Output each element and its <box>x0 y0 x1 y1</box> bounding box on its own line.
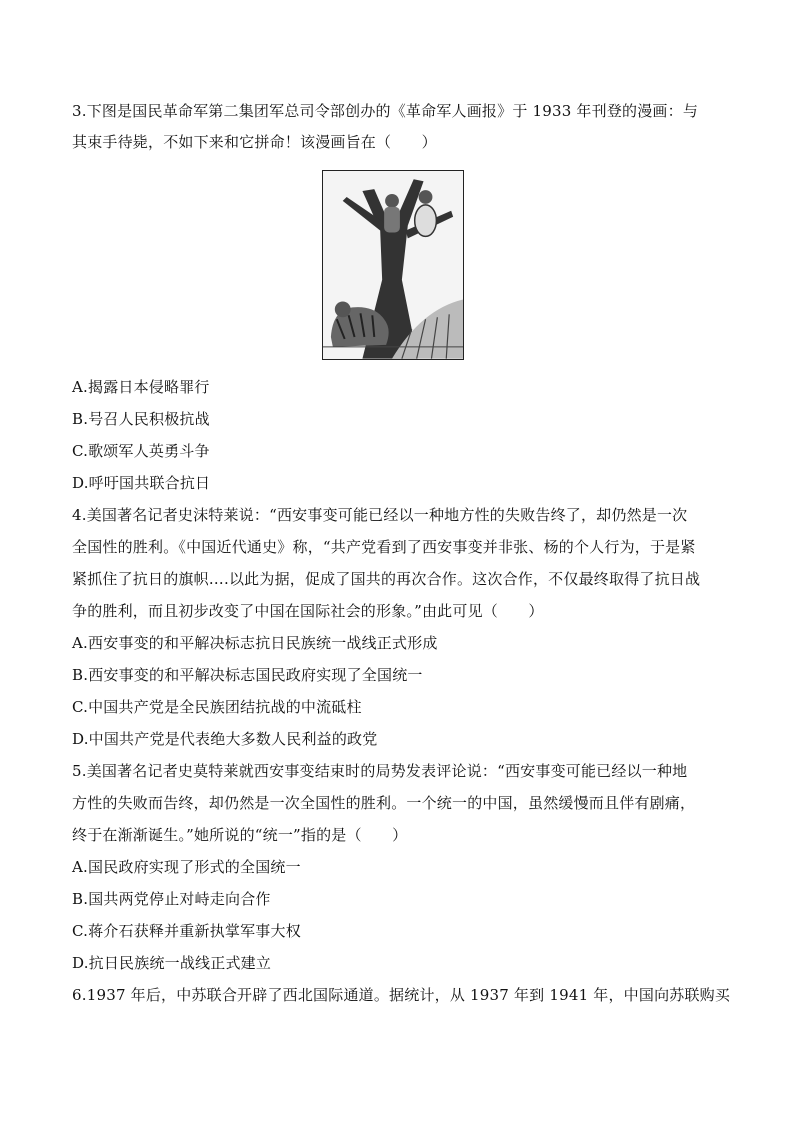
q5-stem-line-2: 方性的失败而告终，却仍然是一次全国性的胜利。一个统一的中国，虽然缓慢而且伴有剧痛， <box>72 794 696 812</box>
cartoon-illustration <box>323 171 463 359</box>
q4-stem-line-1: 4.美国著名记者史沫特莱说：“西安事变可能已经以一种地方性的失败告终了，却仍然是一次 <box>72 506 688 524</box>
q4-option-a: A.西安事变的和平解决标志抗日民族统一战线正式形成 <box>72 634 438 652</box>
q3-stem-line-2: 其束手待毙，不如下来和它拼命！该漫画旨在（ ） <box>72 133 437 151</box>
q5-stem-line-3: 终于在渐渐诞生。”她所说的“统一”指的是（ ） <box>72 826 408 844</box>
q4-stem-line-3: 紧抓住了抗日的旗帜….以此为据，促成了国共的再次合作。这次合作，不仅最终取得了抗日战 <box>72 570 701 588</box>
q6-stem-line-1: 6.1937 年后，中苏联合开辟了西北国际通道。据统计，从 1937 年到 1941 年，中国向苏联购买 <box>72 986 731 1004</box>
q5-option-c: C.蒋介石获释并重新执掌军事大权 <box>72 922 301 940</box>
q3-stem-line-1: 3.下图是国民革命军第二集团军总司令部创办的《革命军人画报》于 1933 年刊登的漫画：与 <box>72 102 699 120</box>
q3-option-d: D.呼吁国共联合抗日 <box>72 474 211 492</box>
q4-stem-line-2: 全国性的胜利。《中国近代通史》称，“共产党看到了西安事变并非张、杨的个人行为，于是紧 <box>72 538 696 556</box>
q4-option-c: C.中国共产党是全民族团结抗战的中流砥柱 <box>72 698 362 716</box>
q5-option-a: A.国民政府实现了形式的全国统一 <box>72 858 301 876</box>
q3-option-b: B.号召人民积极抗战 <box>72 410 210 428</box>
q4-option-d: D.中国共产党是代表绝大多数人民利益的政党 <box>72 730 378 748</box>
cartoon-image <box>322 170 464 360</box>
q5-option-d: D.抗日民族统一战线正式建立 <box>72 954 272 972</box>
q3-option-a: A.揭露日本侵略罪行 <box>72 378 210 396</box>
q4-stem-line-4: 争的胜利，而且初步改变了中国在国际社会的形象。”由此可见（ ） <box>72 602 544 620</box>
q5-option-b: B.国共两党停止对峙走向合作 <box>72 890 271 908</box>
q5-stem-line-1: 5.美国著名记者史莫特莱就西安事变结束时的局势发表评论说：“西安事变可能已经以一种地 <box>72 762 688 780</box>
q3-option-c: C.歌颂军人英勇斗争 <box>72 442 210 460</box>
q4-option-b: B.西安事变的和平解决标志国民政府实现了全国统一 <box>72 666 423 684</box>
